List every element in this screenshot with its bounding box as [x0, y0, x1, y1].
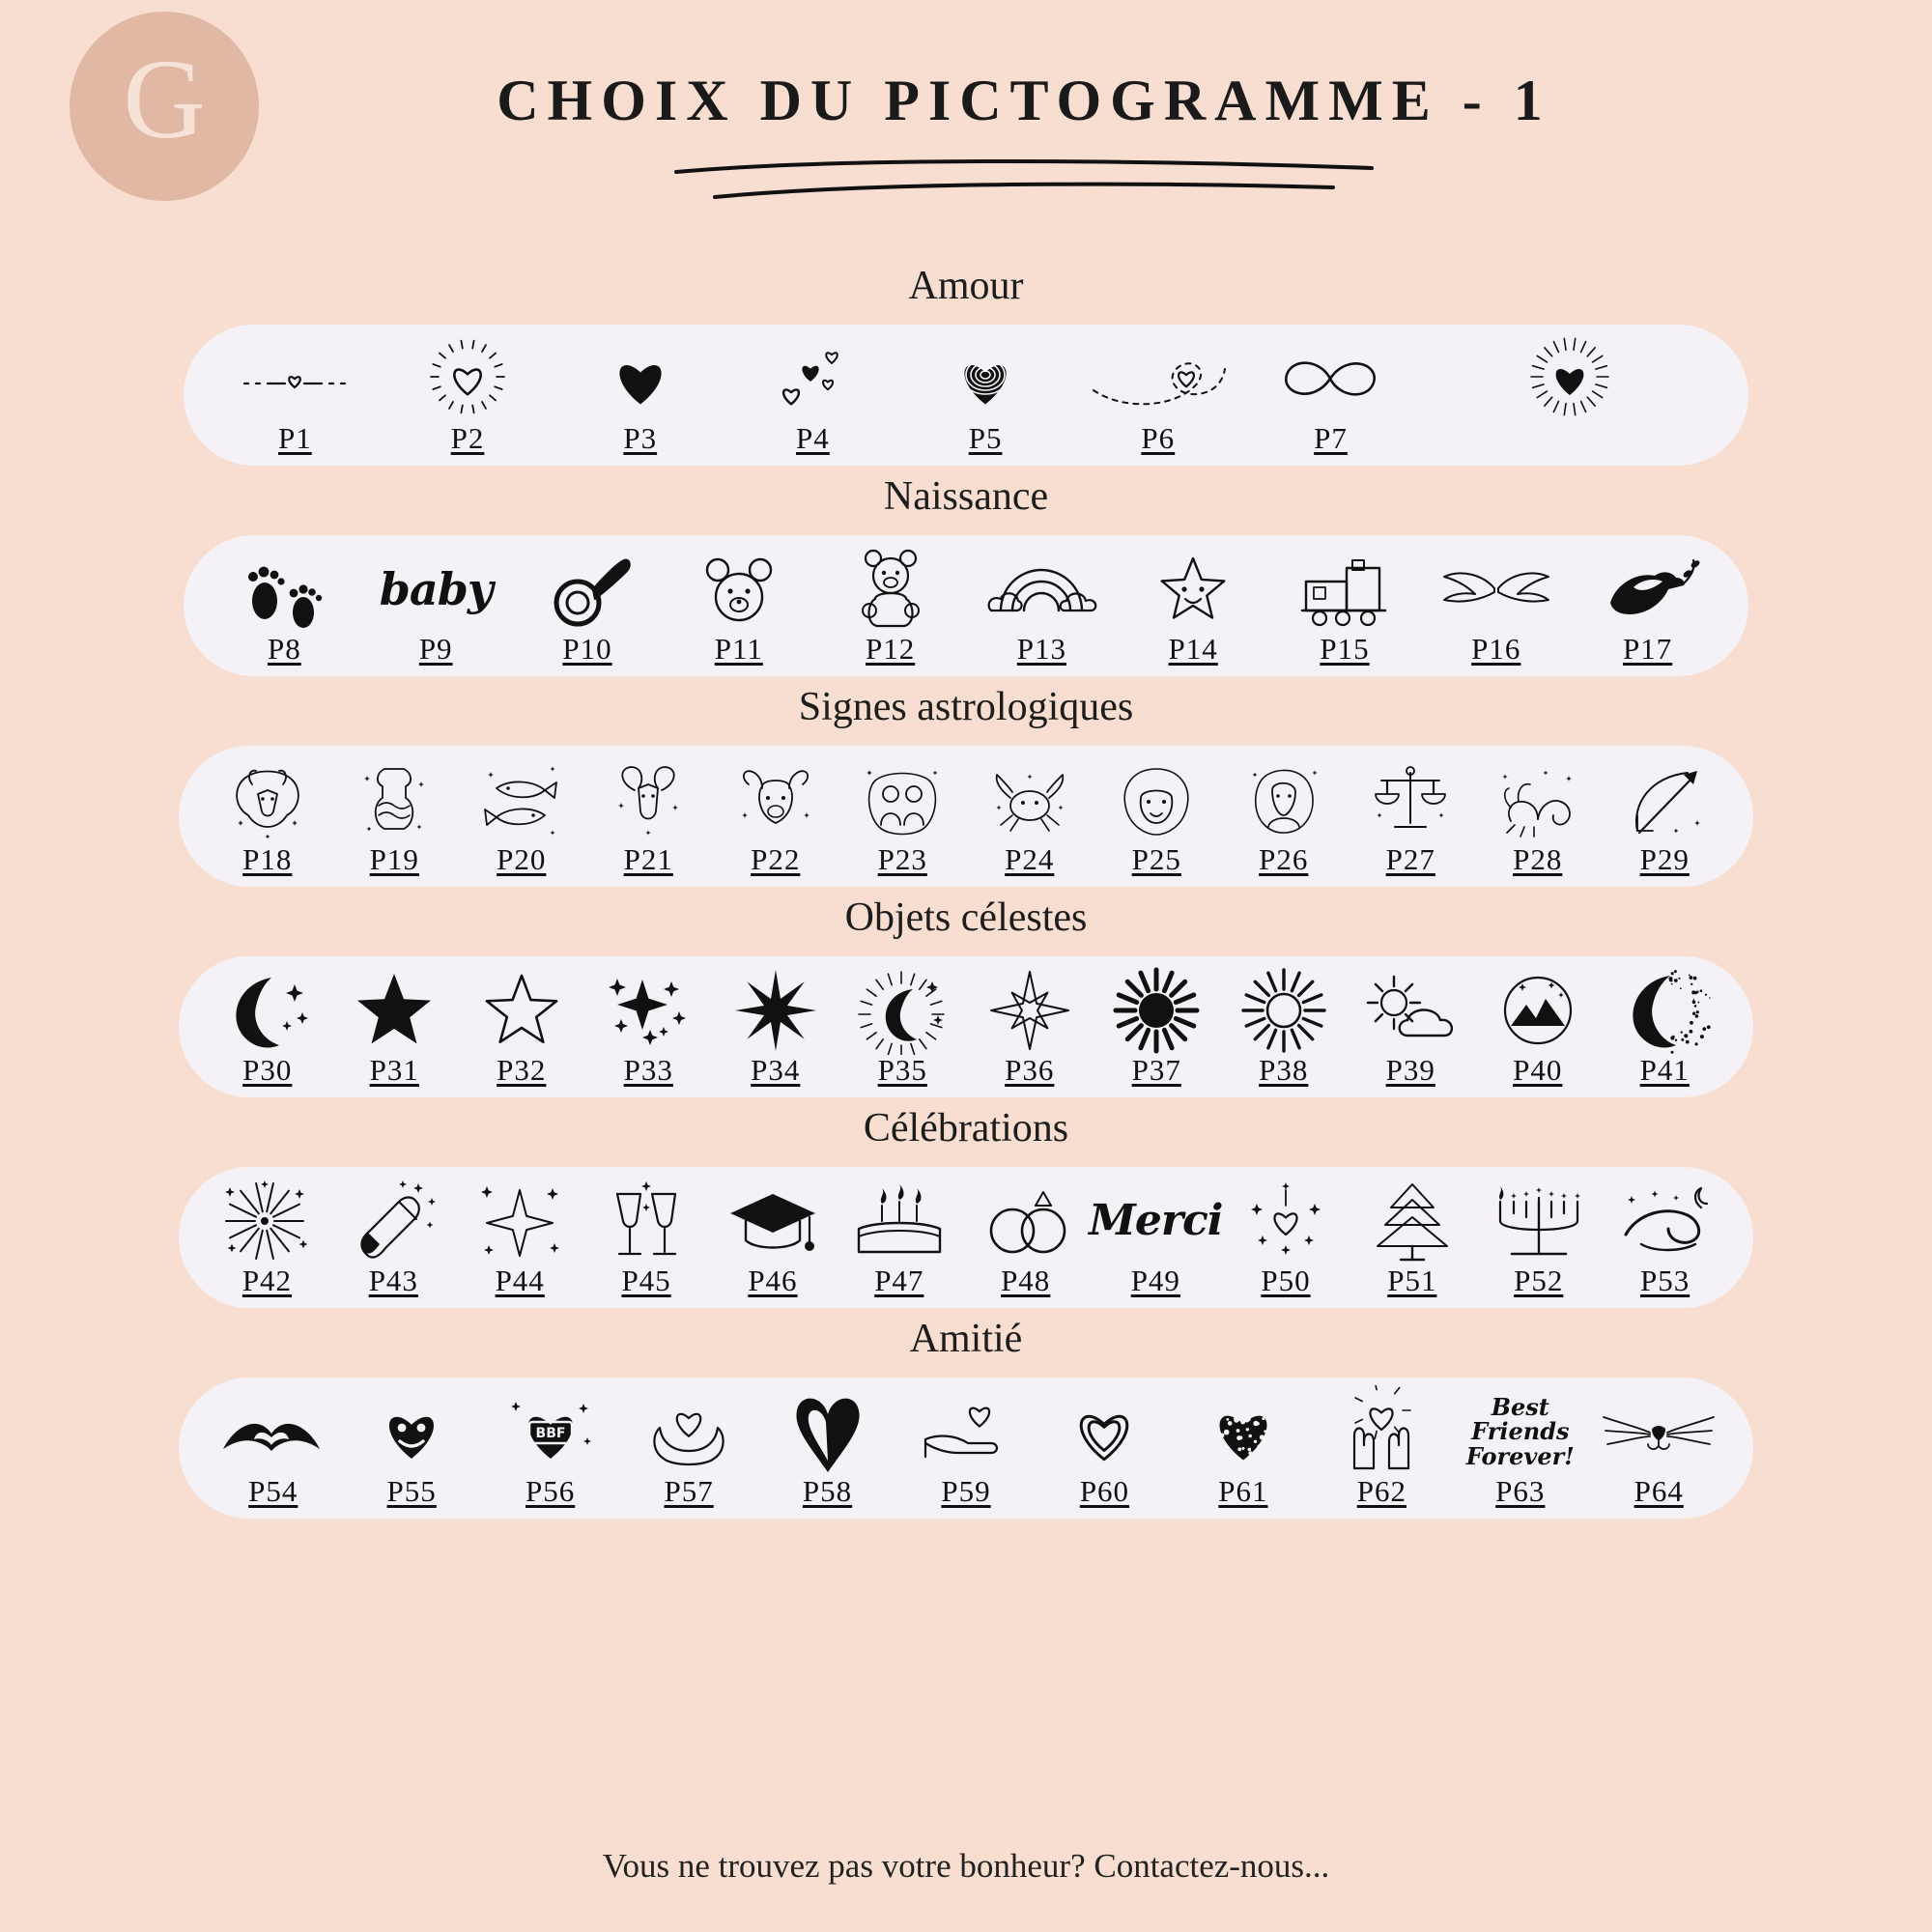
pictogram-option[interactable] [1220, 970, 1348, 1088]
menorah-icon[interactable] [1485, 1180, 1593, 1262]
pictogram-code: P4 [796, 421, 830, 455]
pictogram-option[interactable] [712, 970, 839, 1088]
hands-holding-heart-icon[interactable] [639, 1391, 739, 1472]
pictogram-code: P36 [1005, 1053, 1055, 1087]
dove-olive-branch-icon[interactable] [1595, 549, 1701, 630]
pictogram-option[interactable] [1417, 338, 1723, 456]
footer-note: Vous ne trouvez pas votre bonheur? Contactez-nous... [602, 1847, 1330, 1885]
pictogram-code: P6 [1141, 421, 1176, 455]
pictogram-option[interactable] [1071, 338, 1244, 456]
pictogram-option[interactable] [962, 1180, 1089, 1298]
baby-footprints-icon[interactable] [236, 549, 332, 630]
pictogram-code: P20 [497, 842, 547, 876]
pictogram-code: P61 [1218, 1474, 1268, 1508]
pictogram-code: P46 [748, 1264, 798, 1297]
section-title: Amitié [909, 1317, 1023, 1361]
pictogram-option[interactable] [966, 759, 1094, 877]
heart-stars-wreath-icon[interactable] [1239, 1180, 1332, 1262]
section-5 [0, 1105, 1932, 1308]
pictogram-code: P55 [386, 1474, 437, 1508]
pictogram-option[interactable] [204, 970, 331, 1088]
pictogram-row [179, 956, 1753, 1097]
pictogram-code: P8 [268, 632, 301, 666]
pictogram-code: P21 [623, 842, 673, 876]
solid-star-icon[interactable] [350, 970, 439, 1051]
sun-behind-cloud-icon[interactable] [1357, 970, 1463, 1051]
pictogram-option[interactable] [1602, 1180, 1728, 1298]
teddy-bear-head-icon[interactable] [695, 549, 783, 630]
pictogram-option[interactable] [1602, 759, 1729, 877]
pictogram-option[interactable] [663, 549, 814, 667]
pictogram-code: P42 [242, 1264, 293, 1297]
pictogram-option[interactable] [896, 1391, 1035, 1509]
pictogram-code: P40 [1513, 1053, 1563, 1087]
hand-offering-heart-icon[interactable] [916, 1391, 1016, 1472]
pisces-fish-icon[interactable] [477, 759, 566, 840]
merci-lettering-icon[interactable]: Merci [1089, 1196, 1223, 1245]
dotted-fill-heart-icon[interactable] [1197, 1391, 1290, 1472]
pictogram-option[interactable] [1094, 759, 1221, 877]
brush-heart-icon[interactable] [785, 1391, 870, 1472]
pictogram-option[interactable] [836, 1180, 962, 1298]
angel-wings-icon[interactable] [1429, 549, 1564, 630]
pictogram-code: P11 [714, 632, 763, 666]
pictogram-option[interactable] [839, 759, 967, 877]
wedding-rings-icon[interactable] [974, 1180, 1078, 1262]
pictogram-row [184, 325, 1748, 466]
pictogram-code: P7 [1314, 421, 1348, 455]
pictogram-code: P63 [1495, 1474, 1546, 1508]
pictogram-row [184, 535, 1748, 676]
clinking-glasses-icon[interactable] [598, 1180, 695, 1262]
smiling-heart-icon[interactable] [365, 1391, 458, 1472]
page-title: CHOIX DU PICTOGRAMME - 1 [497, 69, 1551, 132]
toy-train-icon[interactable] [1293, 549, 1397, 630]
pictogram-code: P44 [495, 1264, 545, 1297]
logo-letter: G [123, 36, 206, 162]
pictogram-option[interactable] [899, 338, 1072, 456]
pictogram-code: P17 [1622, 632, 1673, 666]
pictogram-option[interactable] [585, 759, 713, 877]
pictogram-row [179, 1378, 1753, 1519]
leo-lion-icon[interactable] [1112, 759, 1201, 840]
mountain-circle-icon[interactable] [1493, 970, 1582, 1051]
pictogram-option[interactable] [583, 1180, 710, 1298]
birthday-cake-icon[interactable] [843, 1180, 955, 1262]
pictogram-code: P14 [1168, 632, 1218, 666]
crescent-moon-stars-icon[interactable] [219, 970, 316, 1051]
scorpio-scorpion-icon[interactable] [1492, 759, 1584, 840]
pictogram-code: P25 [1131, 842, 1181, 876]
pictogram-code: P60 [1079, 1474, 1130, 1508]
section-3 [0, 684, 1932, 887]
pictogram-option[interactable] [1475, 1180, 1602, 1298]
pictogram-code: P12 [865, 632, 916, 666]
fireworks-burst-icon[interactable] [216, 1180, 317, 1262]
pictogram-option[interactable] [1269, 549, 1421, 667]
pictogram-code: P15 [1320, 632, 1370, 666]
pictogram-option[interactable] [331, 759, 459, 877]
section-2 [0, 473, 1932, 676]
pictogram-option[interactable] [1089, 1180, 1222, 1298]
libra-scales-icon[interactable] [1366, 759, 1455, 840]
christmas-tree-icon[interactable] [1366, 1180, 1459, 1262]
pictogram-code: P16 [1471, 632, 1521, 666]
shining-heart-icon[interactable] [1525, 338, 1614, 419]
fingerprint-heart-icon[interactable] [941, 338, 1030, 419]
moon-texture-icon[interactable] [1614, 970, 1715, 1051]
dotted-line-heart-icon[interactable] [227, 338, 362, 419]
pictogram-option[interactable] [814, 549, 966, 667]
pictogram-option[interactable] [1118, 549, 1269, 667]
three-small-hearts-icon[interactable] [766, 338, 859, 419]
pictogram-option[interactable] [1602, 970, 1729, 1088]
section-title: Célébrations [863, 1106, 1069, 1151]
pictogram-code: P18 [242, 842, 293, 876]
pictogram-option[interactable] [1244, 338, 1417, 456]
rainbow-cloud-icon[interactable] [983, 549, 1099, 630]
pictogram-option[interactable] [726, 338, 899, 456]
champagne-bottle-icon[interactable] [347, 1180, 440, 1262]
pacifier-icon[interactable] [539, 549, 636, 630]
pictogram-option[interactable] [382, 338, 554, 456]
ramadan-calligraphy-icon[interactable] [1612, 1180, 1719, 1262]
pictogram-option[interactable] [1313, 1391, 1451, 1509]
pictogram-code: P64 [1634, 1474, 1684, 1508]
section-4 [0, 895, 1932, 1097]
pictogram-option[interactable] [1348, 759, 1475, 877]
pictogram-option[interactable] [1474, 759, 1602, 877]
pictogram-option[interactable] [458, 759, 585, 877]
pictogram-option[interactable] [839, 970, 967, 1088]
pictogram-option[interactable] [204, 1180, 330, 1298]
aquarius-jug-icon[interactable] [352, 759, 437, 840]
pictogram-code: P32 [497, 1053, 547, 1087]
pictogram-code: P33 [623, 1053, 673, 1087]
pictogram-code: P19 [369, 842, 419, 876]
pictogram-code: P45 [621, 1264, 671, 1297]
section-6 [0, 1316, 1932, 1519]
pictogram-code: P5 [968, 421, 1003, 455]
double-outline-heart-icon[interactable] [1058, 1391, 1151, 1472]
pictogram-option[interactable] [966, 549, 1118, 667]
pictogram-code: P50 [1261, 1264, 1311, 1297]
pictogram-code: P27 [1385, 842, 1435, 876]
pictogram-option[interactable] [204, 1391, 342, 1509]
pictogram-code: P1 [277, 421, 312, 455]
bff-heart-icon[interactable] [502, 1391, 599, 1472]
pictogram-code: P37 [1131, 1053, 1181, 1087]
pictogram-code: P35 [877, 1053, 927, 1087]
pictogram-sections [0, 263, 1932, 1526]
pictogram-code: P34 [751, 1053, 801, 1087]
hands-heart-shape-icon[interactable] [215, 1391, 331, 1472]
pictogram-row [179, 1167, 1753, 1308]
section-title: Naissance [883, 474, 1049, 519]
aries-ram-icon[interactable] [606, 759, 691, 840]
pictogram-code: P57 [664, 1474, 714, 1508]
pictogram-code: P58 [802, 1474, 853, 1508]
pictogram-code: P62 [1356, 1474, 1406, 1508]
pictogram-option[interactable] [342, 1391, 480, 1509]
outline-star-icon[interactable] [477, 970, 566, 1051]
pictogram-code: P3 [623, 421, 658, 455]
section-title: Signes astrologiques [798, 685, 1134, 729]
pictogram-option[interactable] [512, 549, 664, 667]
pictogram-code: P28 [1513, 842, 1563, 876]
pictogram-code: P26 [1259, 842, 1309, 876]
pictogram-option[interactable] [209, 338, 382, 456]
pictogram-option[interactable] [209, 549, 360, 667]
pictogram-row [179, 746, 1753, 887]
section-1 [0, 263, 1932, 466]
pictogram-code: P13 [1016, 632, 1066, 666]
taurus-bull-icon[interactable] [731, 759, 820, 840]
pictogram-code: P43 [368, 1264, 418, 1297]
pictogram-option[interactable] [481, 1391, 619, 1509]
pictogram-code: P38 [1259, 1053, 1309, 1087]
pictogram-code: P49 [1130, 1264, 1180, 1297]
pictogram-code: P9 [418, 632, 453, 666]
pictogram-option[interactable] [758, 1391, 896, 1509]
pictogram-option[interactable] [1420, 549, 1572, 667]
virgo-maiden-icon[interactable] [1239, 759, 1328, 840]
pictogram-option[interactable] [457, 1180, 583, 1298]
cat-whiskers-icon[interactable] [1596, 1391, 1721, 1472]
pictogram-code: P39 [1385, 1053, 1435, 1087]
section-title: Objets célestes [844, 895, 1088, 940]
compass-star-icon[interactable] [983, 970, 1076, 1051]
pictogram-option[interactable] [619, 1391, 757, 1509]
pictogram-option[interactable] [1348, 970, 1475, 1088]
solid-heart-icon[interactable] [596, 338, 685, 419]
pictogram-code: P22 [751, 842, 801, 876]
pictogram-option[interactable] [458, 970, 585, 1088]
pictogram-option[interactable] [1474, 970, 1602, 1088]
dashed-flying-heart-icon[interactable] [1086, 338, 1231, 419]
pictogram-code: P30 [242, 1053, 293, 1087]
pictogram-code: P29 [1639, 842, 1690, 876]
pictogram-code: P10 [562, 632, 612, 666]
pictogram-code: P23 [877, 842, 927, 876]
pictogram-option[interactable] [1349, 1180, 1475, 1298]
sun-solid-rays-icon[interactable] [1110, 970, 1203, 1051]
pictogram-option[interactable] [1223, 1180, 1350, 1298]
best-friends-forever-lettering-icon[interactable]: Best Friends Forever! [1465, 1393, 1575, 1470]
pictogram-code: P41 [1639, 1053, 1690, 1087]
pictogram-code: P59 [941, 1474, 991, 1508]
capricorn-goat-icon[interactable] [225, 759, 310, 840]
two-hands-heart-icon[interactable] [1331, 1391, 1432, 1472]
star-cluster-icon[interactable] [598, 970, 698, 1051]
pictogram-option[interactable] [966, 970, 1094, 1088]
pictogram-code: P47 [874, 1264, 924, 1297]
pictogram-option[interactable] [204, 759, 331, 877]
title-underline-decoration [0, 155, 1932, 217]
sagittarius-bow-icon[interactable] [1618, 759, 1711, 840]
infinity-icon[interactable] [1267, 338, 1393, 419]
pictogram-option[interactable] [1590, 1391, 1728, 1509]
cancer-crab-icon[interactable] [983, 759, 1076, 840]
pictogram-code: P54 [248, 1474, 298, 1508]
pictogram-option[interactable] [360, 549, 512, 667]
pictogram-option[interactable] [1036, 1391, 1174, 1509]
pictogram-code: P53 [1639, 1264, 1690, 1297]
pictogram-code: P31 [369, 1053, 419, 1087]
radiant-heart-outline-icon[interactable] [423, 338, 512, 419]
gemini-twins-icon[interactable] [856, 759, 949, 840]
pictogram-code: P24 [1005, 842, 1055, 876]
pictogram-option[interactable] [331, 970, 459, 1088]
pictogram-option[interactable] [585, 970, 713, 1088]
sun-outline-rays-icon[interactable] [1237, 970, 1330, 1051]
pictogram-code: P2 [450, 421, 485, 455]
underline-swash-icon [657, 155, 1391, 213]
pictogram-option[interactable] [1220, 759, 1348, 877]
baby-lettering-icon[interactable]: baby [379, 563, 493, 615]
smiling-star-icon[interactable] [1149, 549, 1237, 630]
pictogram-code: P48 [1001, 1264, 1051, 1297]
pictogram-option[interactable] [330, 1180, 457, 1298]
pictogram-option[interactable] [1094, 970, 1221, 1088]
sparkle-burst-icon[interactable] [471, 1180, 568, 1262]
pictogram-option[interactable] [1174, 1391, 1312, 1509]
svg-text:BBF: BBF [535, 1426, 566, 1441]
pictogram-code: P52 [1514, 1264, 1564, 1297]
pictogram-option[interactable] [1572, 549, 1723, 667]
graduation-cap-icon[interactable] [723, 1180, 823, 1262]
radiant-crescent-icon[interactable] [849, 970, 955, 1051]
pictogram-option[interactable] [1451, 1391, 1589, 1509]
pictogram-option[interactable] [712, 759, 839, 877]
eight-point-star-icon[interactable] [729, 970, 822, 1051]
pictogram-code: P56 [526, 1474, 576, 1508]
section-title: Amour [908, 264, 1024, 308]
pictogram-option[interactable] [554, 338, 726, 456]
pictogram-code: P51 [1387, 1264, 1437, 1297]
pictogram-option[interactable] [710, 1180, 837, 1298]
teddy-bear-sitting-icon[interactable] [846, 549, 935, 630]
